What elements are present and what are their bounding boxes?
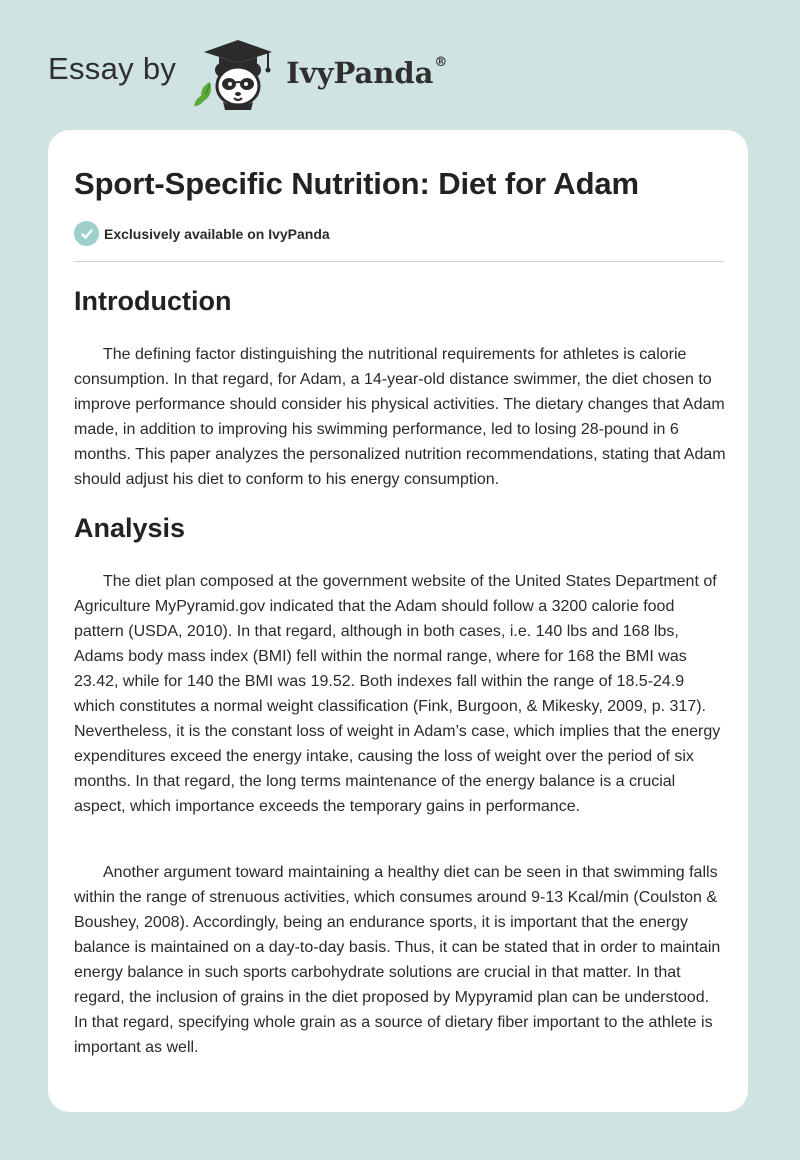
introduction-paragraph: The defining factor distinguishing the nutritional requirements for athletes is calorie consumption. In that regard, for Adam, a 14-year-old distance swimmer, the diet chosen to improve performance should consider his physical activities. The dietary changes that Adam made, in addition to improving his swimming performance, led to losing 28-pound in 6 months. This paper analyzes the personalized nutrition recommendations, stating that Adam should adjust his diet to conform to his energy consumption.: [74, 346, 726, 488]
brand-header: [48, 36, 447, 110]
section-heading-analysis: Analysis: [74, 513, 186, 543]
brand-name[interactable]: [286, 56, 447, 90]
check-icon: [74, 221, 99, 246]
brand-prefix: Essay by: [48, 51, 177, 86]
essay-title: Sport-Specific Nutrition: Diet for Adam: [74, 166, 640, 201]
title-divider: [74, 261, 724, 262]
section-heading-introduction: Introduction: [74, 286, 232, 316]
exclusive-badge: [74, 221, 330, 246]
essay-card: [48, 130, 748, 1112]
analysis-paragraph-1: The diet plan composed at the government website of the United States Department of Agriculture MyPyramid.gov indicated that the Adam should follow a 3200 calorie food pattern (USDA, 2010). In that regard, although in both cases, i.e. 140 lbs and 168 lbs, Adams body mass index (BMI) fell within the normal range, where for 168 the BMI was 23.42, while for 140 the BMI was 19.52. Both indexes fall within the range of 18.5-24.9 which constitutes a normal weight classification (Fink, Burgoon, & Mikesky, 2009, p. 317). Nevertheless, it is the constant loss of weight in Adam’s case, which implies that the energy expenditures exceed the energy intake, causing the loss of weight over the period of six months. In that regard, the long terms maintenance of the energy balance is a crucial aspect, which importance exceeds the temporary gains in performance.: [74, 573, 721, 815]
exclusive-badge-text: Exclusively available on IvyPanda: [104, 225, 330, 242]
panda-graduate-logo-icon[interactable]: [188, 36, 280, 110]
registered-mark: ®: [434, 55, 448, 71]
analysis-paragraph-2: Another argument toward maintaining a healthy diet can be seen in that swimming falls within the range of strenuous activities, which consumes around 9-13 Kcal/min (Coulston & Boushey, 2008). Accordingly, being an endurance sports, it is important that the energy balance is maintained on a day-to-day basis. Thus, it can be stated that in order to maintain energy balance in such sports carbohydrate solutions are crucial in that matter. In that regard, the inclusion of grains in the diet proposed by Mypyramid plan can be understood. In that regard, specifying whole grain as a source of dietary fiber important to the athlete is important as well.: [74, 864, 721, 1056]
brand-name-text: IvyPanda: [286, 56, 434, 90]
